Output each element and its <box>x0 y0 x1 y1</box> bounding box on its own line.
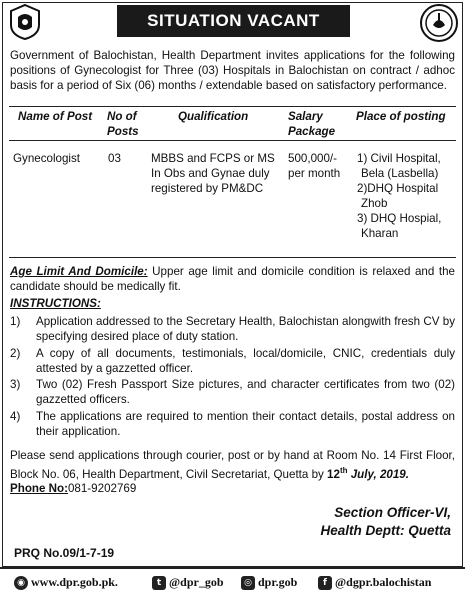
globe-icon: ◉ <box>14 576 28 590</box>
health-department-seal-icon <box>419 3 459 43</box>
header <box>0 0 465 46</box>
instruction-item: 2) A copy of all documents, testimonials, local/domicile, CNIC, credentials duly attested by a gazzetted officer. <box>10 347 455 375</box>
header-place-of-posting: Place of posting <box>356 110 446 123</box>
instruction-item: 4) The applications are required to mention their contact details, postal address on their application. <box>10 410 455 438</box>
instruction-item: 1) Application addressed to the Secretary Health, Balochistan alongwith fresh CV by specifying desired place of duty station. <box>10 315 455 343</box>
cell-no-of-posts: 03 <box>108 152 121 165</box>
prq-number: PRQ No.09/1-7-19 <box>14 546 115 560</box>
instruction-item: 3) Two (02) Fresh Passport Size pictures, and character certificates from two (02) gazzetted officers. <box>10 378 455 406</box>
balochistan-emblem-icon <box>8 3 42 41</box>
footer-twitter: t @dpr_gob <box>152 575 224 590</box>
signature-block: Section Officer-VI, Health Deptt: Quetta <box>320 505 451 538</box>
header-salary-package: Salary Package <box>288 110 336 138</box>
cell-salary: 500,000/- per month <box>288 152 341 180</box>
age-limit-text: Upper age limit and domicile condition is relaxed and the candidate should be medically fit. <box>10 265 455 293</box>
cell-qualification: MBBS and FCPS or MS In Obs and Gynae duly registered by PM&DC <box>151 152 275 195</box>
cell-place-of-posting: 1) Civil Hospital, Bela (Lasbella) 2)DHQ Hospital Zhob 3) DHQ Hospial, Kharan <box>357 152 442 240</box>
header-qualification: Qualification <box>178 110 249 123</box>
age-limit-label: Age Limit And Domicile: <box>10 265 148 278</box>
table-bottom-rule <box>9 257 456 258</box>
footer <box>0 567 465 596</box>
header-no-of-posts: No of Posts <box>107 110 139 138</box>
header-name-of-post: Name of Post <box>18 110 93 123</box>
table-header-rule <box>9 140 456 141</box>
phone-line <box>10 481 455 496</box>
phone-number: 081-9202769 <box>67 482 137 495</box>
twitter-icon: t <box>152 576 166 590</box>
deadline-date: 12th July, 2019. <box>327 466 409 481</box>
age-limit-paragraph <box>10 264 455 294</box>
cell-post-name: Gynecologist <box>13 152 81 165</box>
footer-instagram: ◎ dpr.gob <box>241 575 297 590</box>
instagram-icon: ◎ <box>241 576 255 590</box>
footer-facebook: f @dgpr.balochistan <box>318 575 431 590</box>
footer-website: ◉ www.dpr.gob.pk. <box>14 575 118 590</box>
intro-paragraph: Government of Balochistan, Health Department invites applications for the following positions of Gynecologist for Three (03) Hospitals in Balochistan on contract / adhoc basis for a period of Six (06) months / extendable based on satisfactory performance. <box>10 49 455 92</box>
phone-label: Phone No: <box>10 482 68 495</box>
submission-paragraph: Please send applications through courier, post or by hand at Room No. 14 First Floor, Block No. 06, Health Department, Civil Secretariat, Quetta by 12th July, 2019. <box>10 449 455 481</box>
facebook-icon: f <box>318 576 332 590</box>
instructions-title: INSTRUCTIONS: <box>10 297 101 310</box>
page-title: SITUATION VACANT <box>117 5 350 37</box>
table-top-rule <box>9 106 456 107</box>
